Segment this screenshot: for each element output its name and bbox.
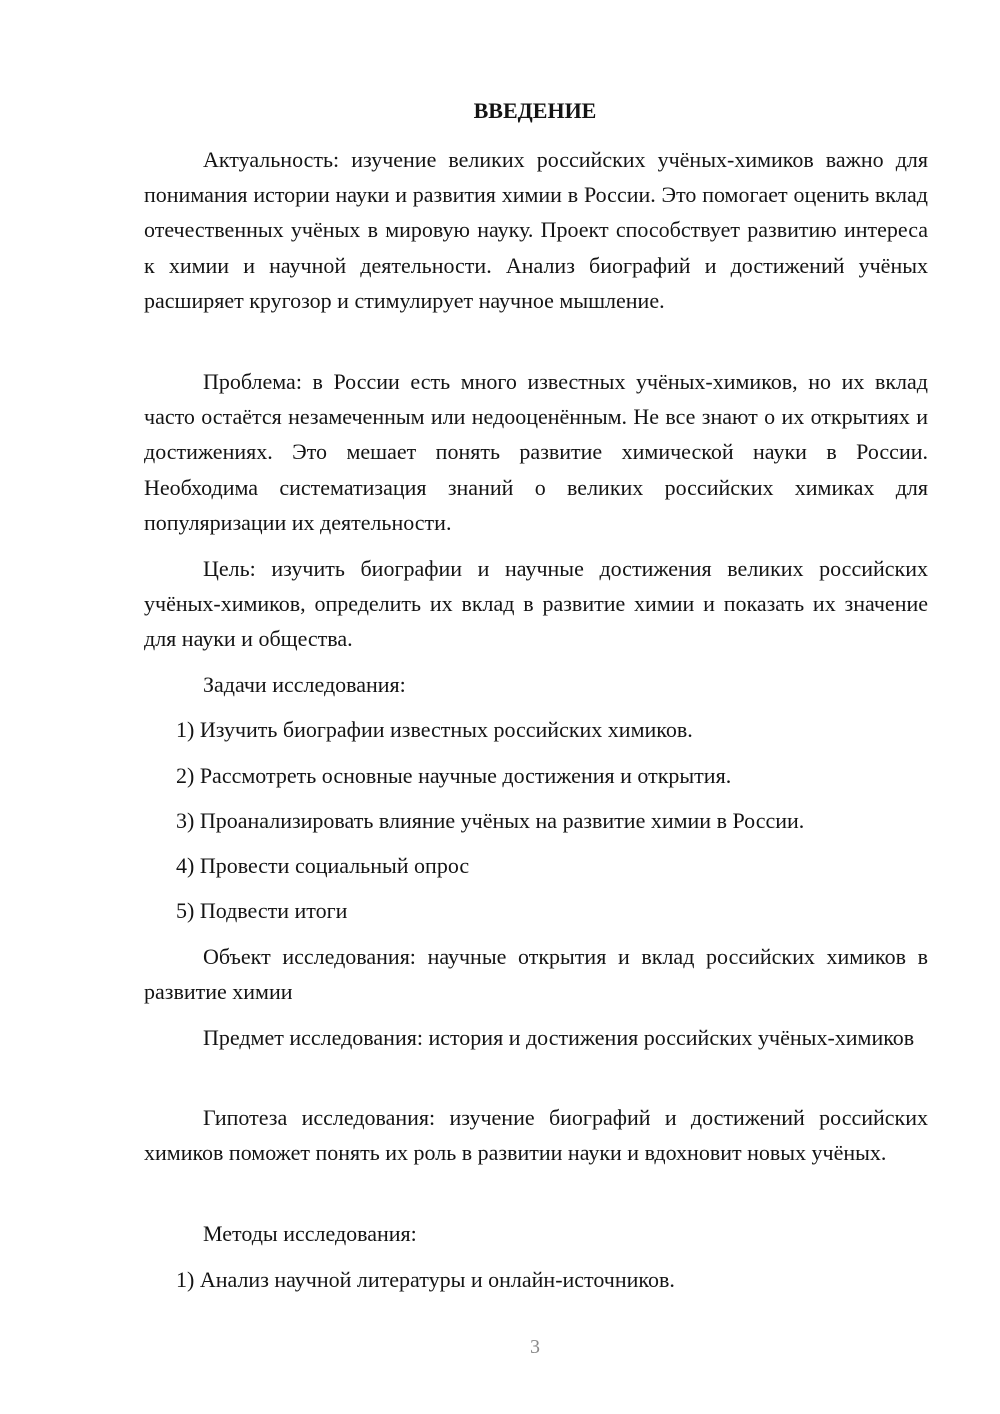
goal-paragraph: Цель: изучить биографии и научные достижения великих российских учёных-химиков, определить их вклад в развитие химии и показать их значение для науки и общества. xyxy=(144,556,928,652)
task-item: 1) Изучить биографии известных российских химиков. xyxy=(176,717,693,742)
relevance-paragraph: Актуальность: изучение великих российских учёных-химиков важно для понимания истории науки и развития химии в России. Это помогает оценить вклад отечественных учёных в мировую науку. Проект способствует развитию интереса к химии и научной деятельности. Анализ биографий и достижений учёных расширяет кругозор и стимулирует научное мышление. xyxy=(144,147,928,313)
task-item: 3) Проанализировать влияние учёных на развитие химии в России. xyxy=(176,808,805,833)
methods-label: Методы исследования: xyxy=(203,1221,417,1246)
task-item: 2) Рассмотреть основные научные достижения и открытия. xyxy=(176,763,732,788)
task-item: 5) Подвести итоги xyxy=(176,898,348,923)
page-number: 3 xyxy=(530,1336,540,1358)
method-item: 1) Анализ научной литературы и онлайн-источников. xyxy=(176,1267,675,1292)
hypothesis-paragraph: Гипотеза исследования: изучение биографий и достижений российских химиков поможет понять их роль в развитии науки и вдохновит новых учёных. xyxy=(144,1105,928,1166)
page-title: ВВЕДЕНИЕ xyxy=(473,98,597,123)
tasks-label: Задачи исследования: xyxy=(203,672,406,697)
task-item: 4) Провести социальный опрос xyxy=(176,853,470,878)
object-paragraph: Объект исследования: научные открытия и вклад российских химиков в развитие химии xyxy=(144,944,928,1005)
subject-paragraph: Предмет исследования: история и достижения российских учёных-химиков xyxy=(203,1025,915,1050)
problem-paragraph: Проблема: в России есть много известных учёных-химиков, но их вклад часто остаётся незамеченным или недооценённым. Не все знают о их открытиях и достижениях. Это мешает понять развитие химической науки в России. Необходима систематизация знаний о великих российских химиках для популяризации их деятельности. xyxy=(144,369,928,535)
